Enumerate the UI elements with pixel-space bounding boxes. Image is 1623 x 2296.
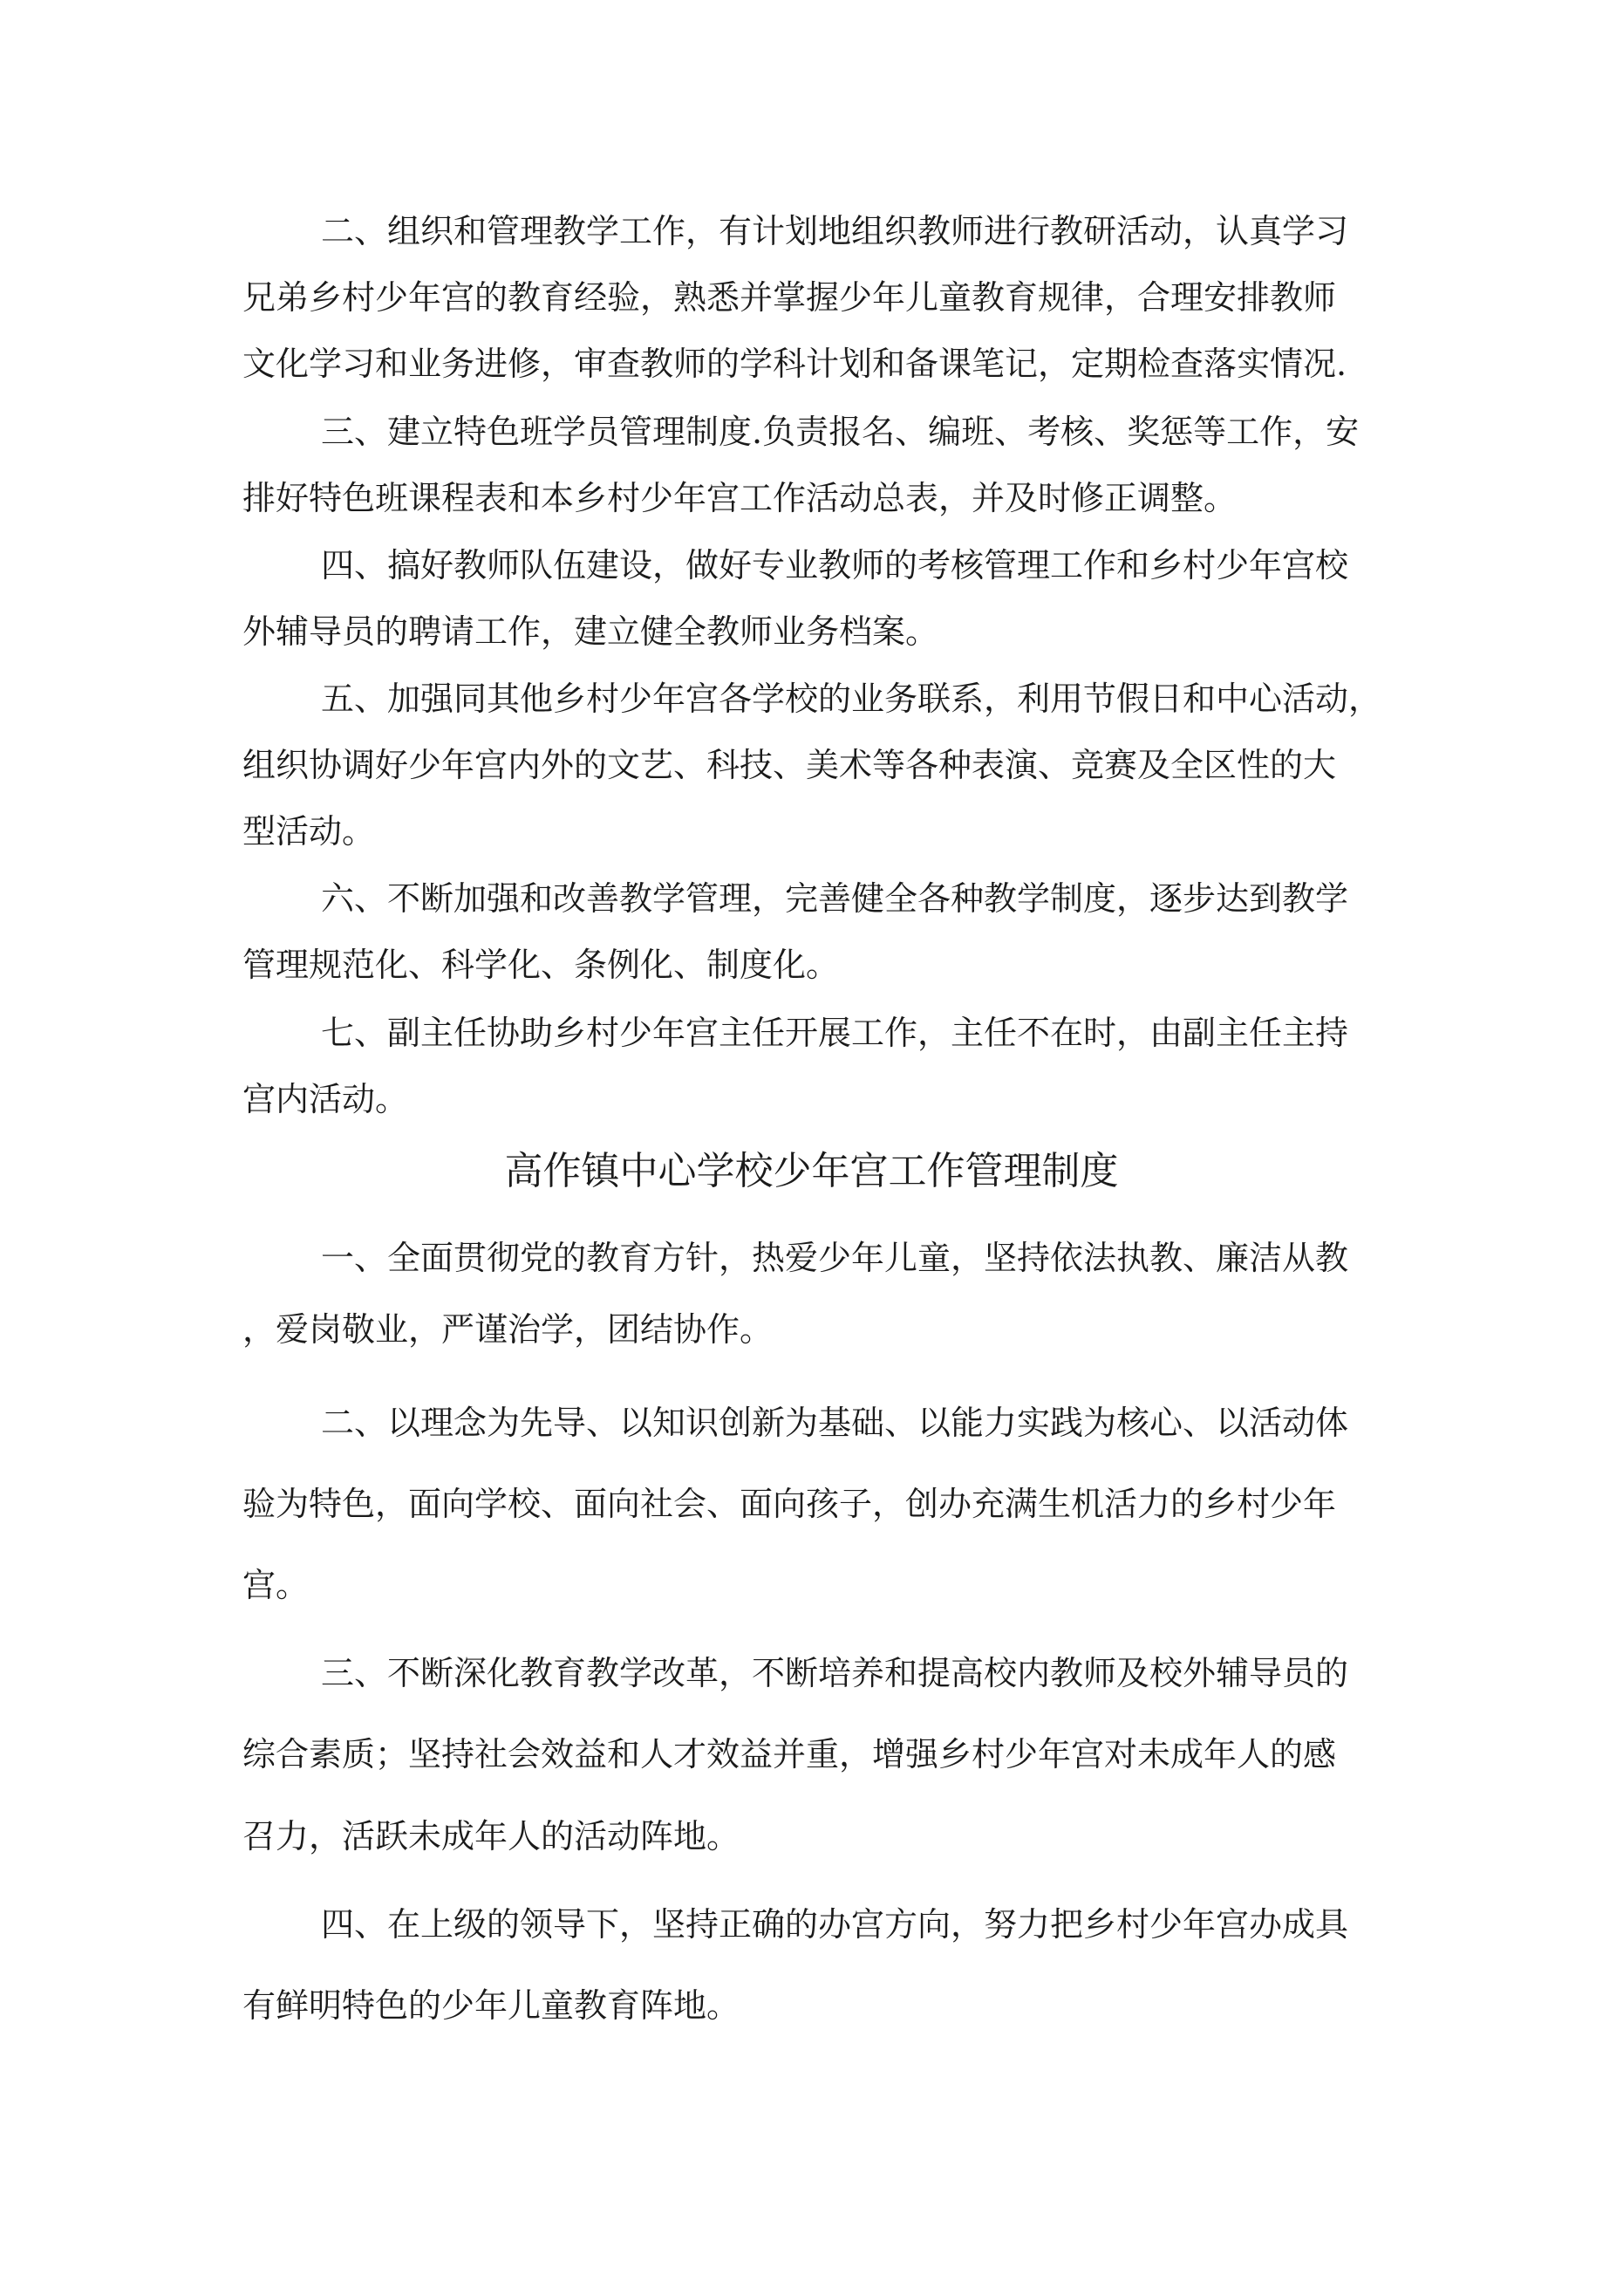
section-title: 高作镇中心学校少年宫工作管理制度 (504, 1149, 1119, 1193)
paragraph-line: 七、副主任协助乡村少年宫主任开展工作，主任不在时，由副主任主持 (321, 1014, 1349, 1052)
paragraph-line: 宫。 (242, 1566, 310, 1604)
paragraph-line: 五、加强同其他乡村少年宫各学校的业务联系，利用节假日和中心活动， (321, 680, 1382, 718)
paragraph-line: 验为特色，面向学校、面向社会、面向孩子，创办充满生机活力的乡村少年 (242, 1485, 1337, 1523)
paragraph-line: 三、建立特色班学员管理制度.负责报名、编班、考核、奖惩等工作，安 (321, 413, 1360, 451)
paragraph-line: 三、不断深化教育教学改革，不断培养和提高校内教师及校外辅导员的 (321, 1654, 1349, 1692)
paragraph-line: 一、全面贯彻党的教育方针，热爱少年儿童，坚持依法执教、廉洁从教 (321, 1239, 1349, 1277)
paragraph-line: 二、组织和管理教学工作，有计划地组织教师进行教研活动，认真学习 (321, 212, 1349, 250)
paragraph-line: 型活动。 (242, 812, 376, 851)
paragraph-line: 四、搞好教师队伍建设，做好专业教师的考核管理工作和乡村少年宫校 (321, 546, 1349, 584)
paragraph-line: 有鲜明特色的少年儿童教育阵地。 (242, 1986, 740, 2025)
paragraph-line: 宫内活动。 (242, 1080, 409, 1118)
paragraph-line: 兄弟乡村少年宫的教育经验，熟悉并掌握少年儿童教育规律，合理安排教师 (242, 278, 1337, 317)
paragraph-line: 综合素质；坚持社会效益和人才效益并重，增强乡村少年宫对未成年人的感 (242, 1735, 1337, 1773)
paragraph-line: 二、以理念为先导、以知识创新为基础、以能力实践为核心、以活动体 (321, 1404, 1349, 1442)
paragraph-line: ，爱岗敬业，严谨治学，团结协作。 (242, 1310, 774, 1349)
paragraph-line: 召力，活跃未成年人的活动阵地。 (242, 1817, 740, 1855)
paragraph-line: 管理规范化、科学化、条例化、制度化。 (242, 946, 840, 984)
paragraph-line: 外辅导员的聘请工作，建立健全教师业务档案。 (242, 612, 939, 651)
paragraph-line: 文化学习和业务进修，审查教师的学科计划和备课笔记，定期检查落实情况. (242, 345, 1347, 383)
paragraph-line: 四、在上级的领导下，坚持正确的办宫方向，努力把乡村少年宫办成具 (321, 1905, 1349, 1944)
paragraph-line: 组织协调好少年宫内外的文艺、科技、美术等各种表演、竞赛及全区性的大 (242, 746, 1337, 784)
paragraph-line: 六、不断加强和改善教学管理，完善健全各种教学制度，逐步达到教学 (321, 879, 1349, 918)
paragraph-line: 排好特色班课程表和本乡村少年宫工作活动总表，并及时修正调整。 (242, 479, 1238, 517)
